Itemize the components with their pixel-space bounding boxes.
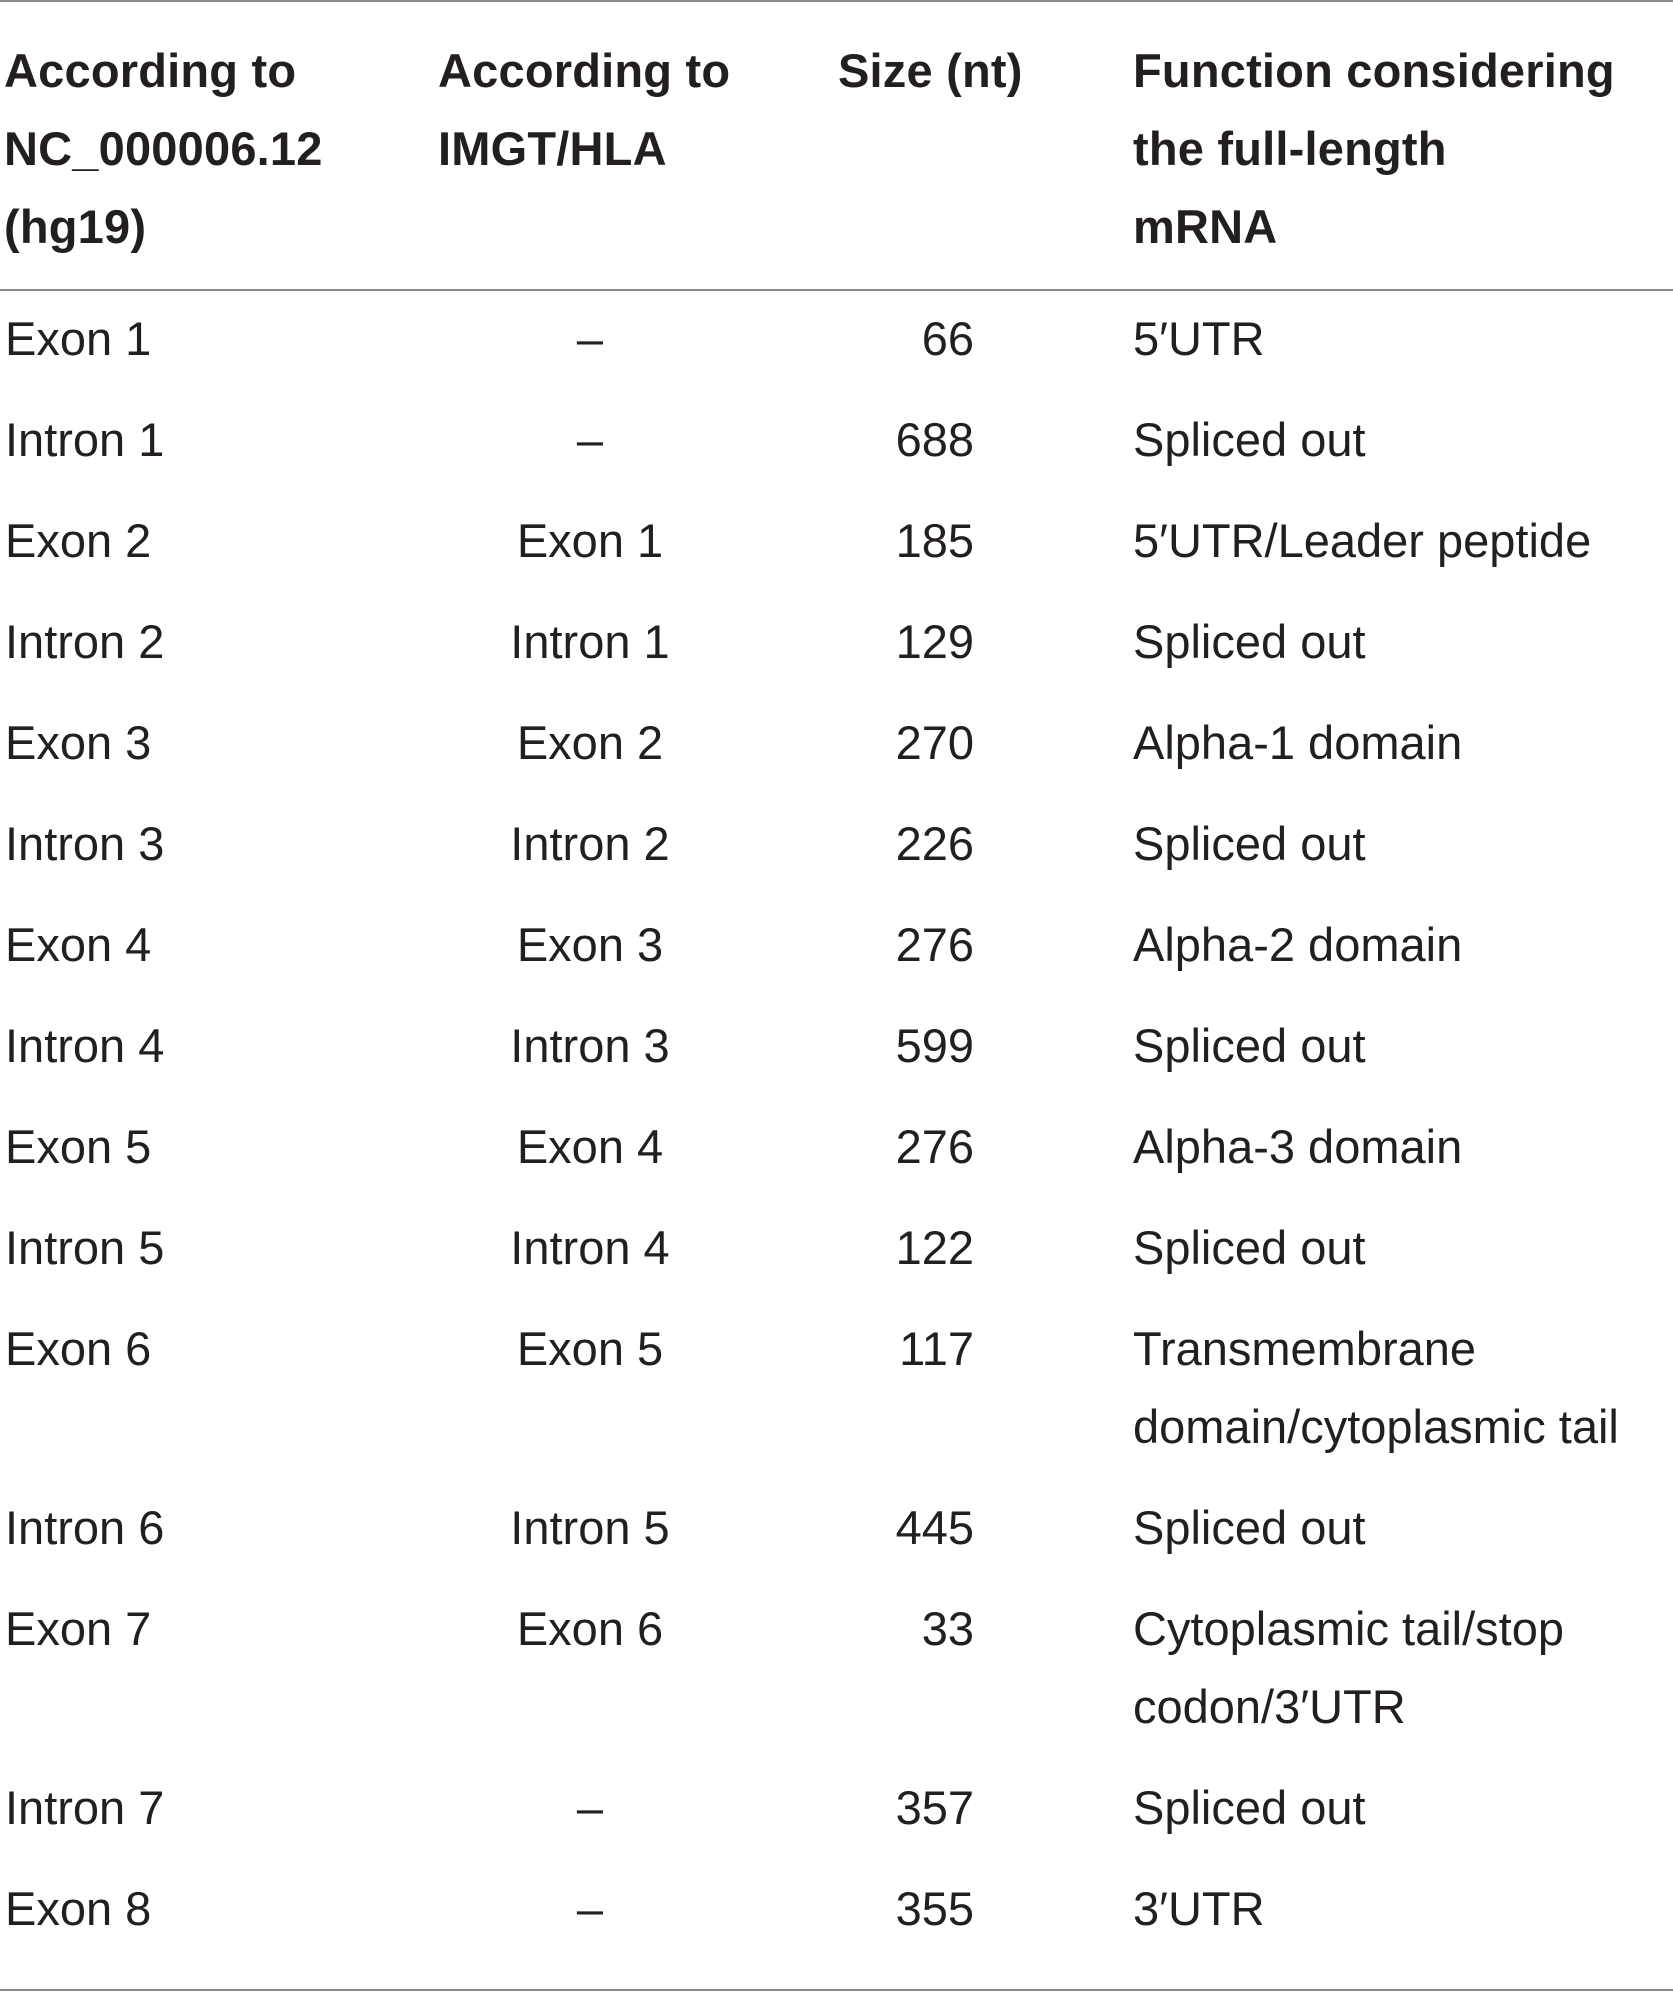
cell-nc-feature: Intron 6 [5, 1501, 165, 1554]
cell-function: Spliced out [1133, 1019, 1366, 1072]
table-row [0, 1769, 1673, 1870]
cell-imgt-feature: Exon 3 [516, 918, 664, 971]
cell-size: 129 [895, 615, 974, 668]
table-row [0, 1489, 1673, 1590]
cell-imgt-feature: Exon 4 [516, 1120, 664, 1173]
header-imgt-hla: According to IMGT/HLA [438, 44, 731, 175]
cell-size: 33 [921, 1602, 974, 1655]
cell-size: 599 [895, 1019, 974, 1072]
cell-imgt-feature: – [576, 1781, 604, 1834]
cell-function: 3′UTR [1133, 1882, 1265, 1935]
table-row [0, 1590, 1673, 1769]
cell-nc-feature: Exon 7 [5, 1602, 152, 1655]
table-row [0, 401, 1673, 502]
cell-nc-feature: Exon 5 [5, 1120, 152, 1173]
cell-nc-feature: Intron 4 [5, 1019, 165, 1072]
cell-imgt-feature: – [576, 1882, 604, 1935]
cell-size: 276 [895, 1120, 974, 1173]
cell-function: Spliced out [1133, 413, 1366, 466]
cell-function: Cytoplasmic tail/stop codon/3′UTR [1133, 1602, 1564, 1733]
table-row [0, 1108, 1673, 1209]
header-function: Function considering the full-length mRNA [1133, 44, 1615, 253]
table-row [0, 906, 1673, 1007]
table-row [0, 1007, 1673, 1108]
cell-imgt-feature: Exon 6 [516, 1602, 664, 1655]
table-row [0, 502, 1673, 603]
table-header-rule [0, 289, 1673, 291]
cell-nc-feature: Intron 7 [5, 1781, 165, 1834]
cell-function: 5′UTR [1133, 312, 1265, 365]
cell-function: Spliced out [1133, 817, 1366, 870]
table-row [0, 300, 1673, 401]
cell-size: 66 [921, 312, 974, 365]
cell-imgt-feature: Intron 2 [510, 817, 670, 870]
cell-size: 276 [895, 918, 974, 971]
table-row [0, 1870, 1673, 1971]
cell-size: 445 [895, 1501, 974, 1554]
cell-size: 122 [895, 1221, 974, 1274]
table-row [0, 1209, 1673, 1310]
cell-function: Spliced out [1133, 1221, 1366, 1274]
cell-imgt-feature: Exon 2 [516, 716, 664, 769]
cell-size: 355 [895, 1882, 974, 1935]
cell-imgt-feature: – [576, 413, 604, 466]
table-body [0, 300, 1673, 1971]
cell-imgt-feature: Intron 5 [510, 1501, 670, 1554]
cell-size: 117 [899, 1322, 974, 1375]
cell-function: Transmembrane domain/cytoplasmic tail [1133, 1322, 1619, 1453]
cell-size: 226 [895, 817, 974, 870]
cell-function: Spliced out [1133, 1501, 1366, 1554]
cell-imgt-feature: Intron 1 [510, 615, 670, 668]
cell-imgt-feature: – [576, 312, 604, 365]
cell-size: 185 [895, 514, 974, 567]
cell-imgt-feature: Intron 3 [510, 1019, 670, 1072]
table-header [0, 32, 1673, 272]
cell-imgt-feature: Exon 1 [516, 514, 664, 567]
cell-size: 688 [895, 413, 974, 466]
cell-nc-feature: Intron 5 [5, 1221, 165, 1274]
cell-nc-feature: Exon 6 [5, 1322, 152, 1375]
table-bottom-rule [0, 1989, 1673, 1991]
header-nc-reference: According to NC_000006.12 (hg19) [4, 44, 323, 253]
cell-nc-feature: Intron 1 [5, 413, 165, 466]
cell-function: Alpha-2 domain [1133, 918, 1463, 971]
cell-nc-feature: Exon 2 [5, 514, 152, 567]
cell-imgt-feature: Intron 4 [510, 1221, 670, 1274]
cell-function: Spliced out [1133, 1781, 1366, 1834]
header-size: Size (nt) [838, 44, 1023, 97]
cell-function: Alpha-1 domain [1133, 716, 1463, 769]
cell-nc-feature: Exon 4 [5, 918, 152, 971]
cell-function: 5′UTR/Leader peptide [1133, 514, 1592, 567]
cell-nc-feature: Intron 2 [5, 615, 165, 668]
cell-size: 270 [895, 716, 974, 769]
table-row [0, 704, 1673, 805]
cell-nc-feature: Exon 8 [5, 1882, 152, 1935]
cell-function: Alpha-3 domain [1133, 1120, 1463, 1173]
table-top-rule [0, 0, 1673, 2]
cell-function: Spliced out [1133, 615, 1366, 668]
table-row [0, 1310, 1673, 1489]
cell-imgt-feature: Exon 5 [516, 1322, 664, 1375]
cell-nc-feature: Exon 3 [5, 716, 152, 769]
cell-nc-feature: Intron 3 [5, 817, 165, 870]
table-row [0, 603, 1673, 704]
cell-nc-feature: Exon 1 [5, 312, 152, 365]
cell-size: 357 [895, 1781, 974, 1834]
table-row [0, 805, 1673, 906]
